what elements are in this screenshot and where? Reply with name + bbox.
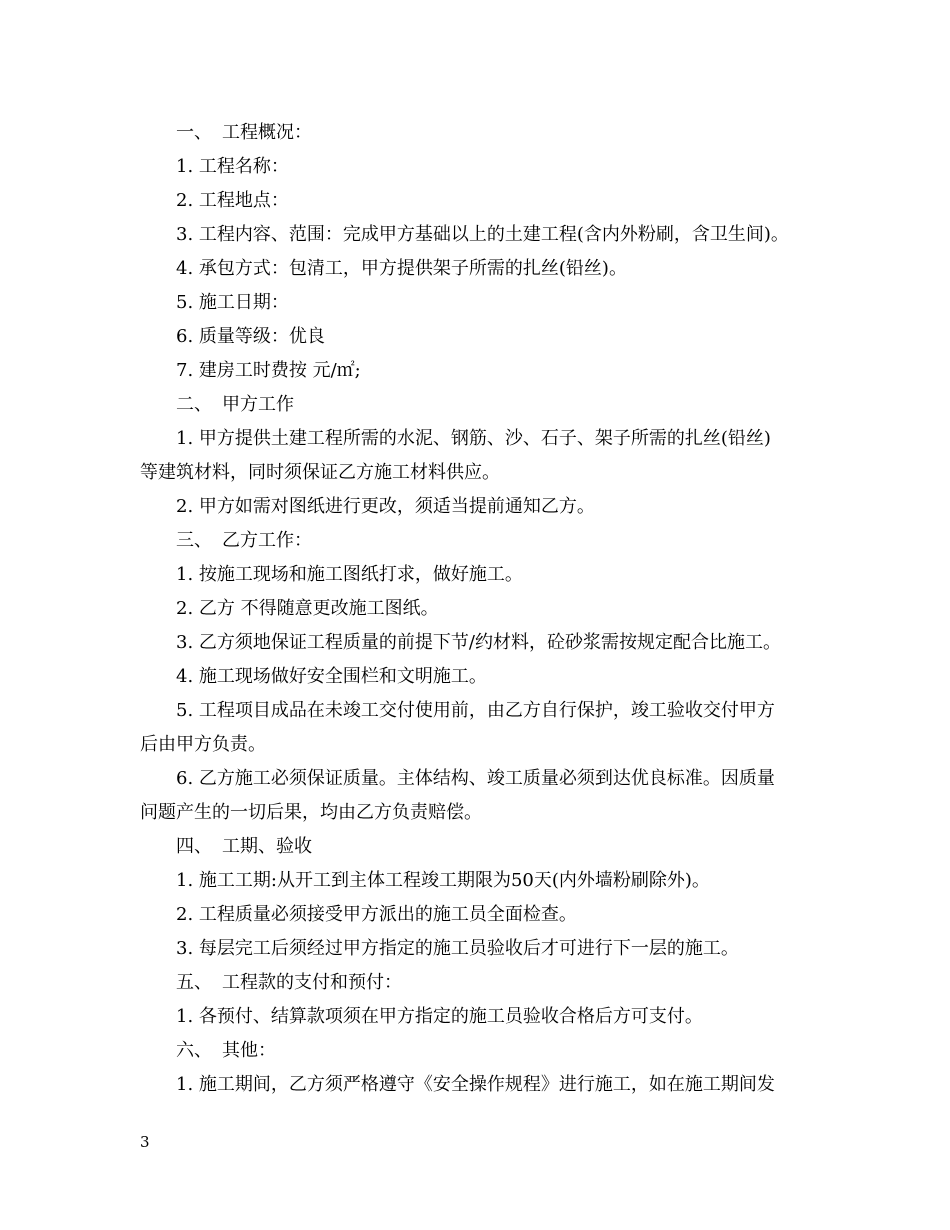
paragraph-continuation: 问题产生的一切后果，均由乙方负责赔偿。 [140,802,482,823]
list-item: 4. 承包方式：包清工，甲方提供架子所需的扎丝(铅丝)。 [176,258,627,279]
list-item: 1. 施工期间，乙方须严格遵守《安全操作规程》进行施工，如在施工期间发 [176,1074,775,1095]
section-number: 一、 [176,122,212,143]
list-item: 2. 甲方如需对图纸进行更改，须适当提前通知乙方。 [176,496,595,517]
section-heading [140,388,812,422]
list-item: 5. 施工日期： [176,292,289,313]
section-title: 工程款的支付和预付： [222,972,402,993]
section-heading [140,966,812,1000]
list-item: 2. 工程质量必须接受甲方派出的施工员全面检查。 [176,904,577,925]
list-item: 3. 每层完工后须经过甲方指定的施工员验收后才可进行下一层的施工。 [176,938,739,959]
list-item: 1. 施工工期:从开工到主体工程竣工期限为50天(内外墙粉刷除外)。 [176,870,710,891]
list-item: 1. 各预付、结算款项须在甲方指定的施工员验收合格后方可支付。 [176,1006,703,1027]
list-item: 2. 工程地点： [176,190,289,211]
section-number: 五、 [176,972,212,993]
page-number: 3 [140,1133,150,1151]
list-item: 7. 建房工时费按 元/㎡; [176,360,361,381]
list-item: 6. 乙方施工必须保证质量。主体结构、竣工质量必须到达优良标准。因质量 [176,768,775,789]
section-heading [140,116,812,150]
section-heading [140,1034,812,1068]
section-title: 乙方工作： [222,530,312,551]
section-title: 工程概况： [222,122,312,143]
document-body [140,116,812,1102]
list-item: 6. 质量等级：优良 [176,326,325,347]
section-number: 二、 [176,394,212,415]
section-number: 四、 [176,836,212,857]
list-item: 1. 甲方提供土建工程所需的水泥、钢筋、沙、石子、架子所需的扎丝(铅丝) [176,428,771,449]
section-number: 三、 [176,530,212,551]
list-item: 1. 按施工现场和施工图纸打求，做好施工。 [176,564,523,585]
paragraph-continuation: 等建筑材料，同时须保证乙方施工材料供应。 [140,462,500,483]
list-item: 3. 工程内容、范围：完成甲方基础以上的土建工程(含内外粉刷，含卫生间)。 [176,224,789,245]
section-heading [140,830,812,864]
section-heading [140,524,812,558]
section-number: 六、 [176,1040,212,1061]
list-item: 1. 工程名称： [176,156,289,177]
list-item: 4. 施工现场做好安全围栏和文明施工。 [176,666,487,687]
section-title: 其他： [222,1040,276,1061]
list-item: 3. 乙方须地保证工程质量的前提下节/约材料，砼砂浆需按规定配合比施工。 [176,632,781,653]
list-item: 5. 工程项目成品在未竣工交付使用前，由乙方自行保护，竣工验收交付甲方 [176,700,775,721]
paragraph-continuation: 后由甲方负责。 [140,734,266,755]
list-item: 2. 乙方 不得随意更改施工图纸。 [176,598,439,619]
section-title: 甲方工作 [222,394,294,415]
section-title: 工期、验收 [222,836,312,857]
